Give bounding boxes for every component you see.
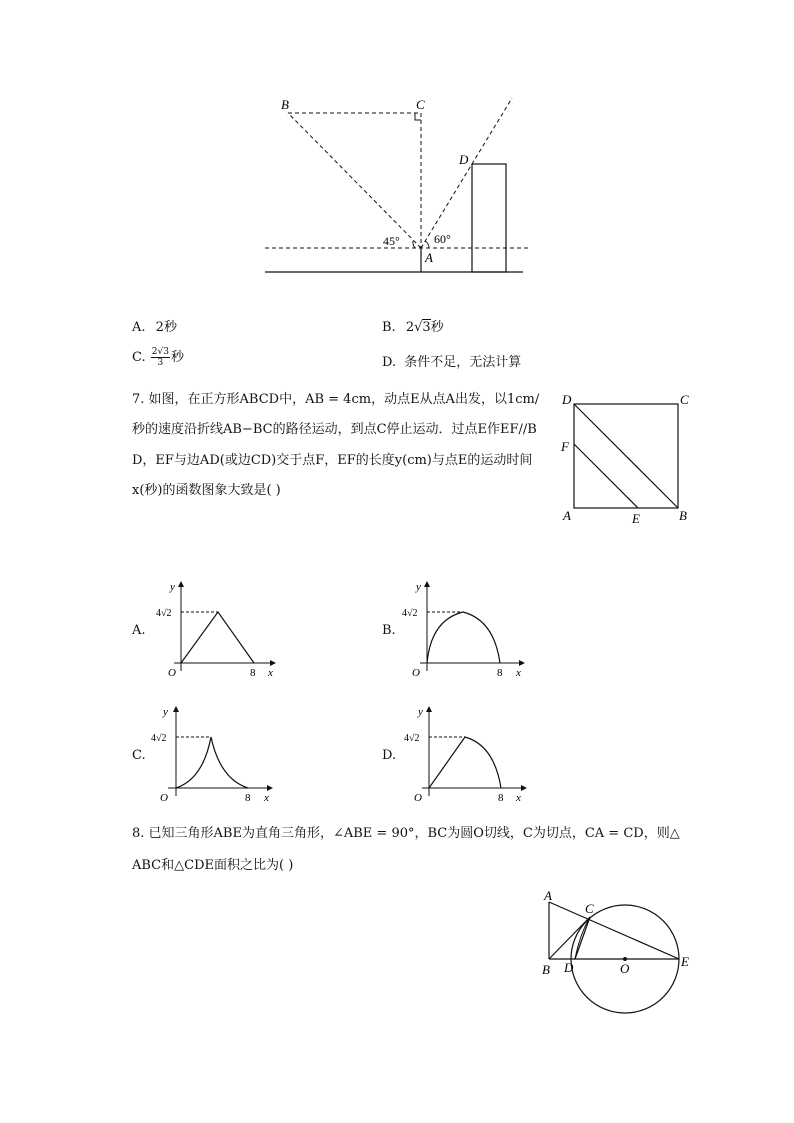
q6-option-a[interactable] bbox=[132, 316, 177, 335]
option-b-radicand: 3 bbox=[422, 320, 431, 335]
option-a-unit: 秒 bbox=[163, 320, 177, 335]
square-label-d: D bbox=[562, 392, 572, 407]
q7-line-4: x(秒)的函数图象大致是( ) bbox=[132, 483, 281, 498]
label-c: C bbox=[416, 97, 425, 112]
segment-ae bbox=[549, 902, 679, 959]
origin-label: O bbox=[414, 792, 422, 804]
q8-label-o: O bbox=[620, 961, 630, 976]
q7-option-d-letter[interactable]: D. bbox=[382, 748, 397, 763]
option-c-letter: C. bbox=[132, 350, 146, 365]
right-angle-marker bbox=[415, 113, 421, 120]
option-d-letter: D. bbox=[382, 355, 397, 370]
option-c-fraction bbox=[151, 347, 170, 368]
x-end-label: 8 bbox=[498, 792, 504, 804]
q8-label-e: E bbox=[681, 954, 689, 969]
x-label: x bbox=[516, 667, 521, 679]
square-label-b: B bbox=[679, 508, 687, 523]
origin-label: O bbox=[412, 667, 420, 679]
curve bbox=[181, 612, 254, 663]
segment-bc bbox=[549, 917, 590, 959]
x-label: x bbox=[516, 792, 521, 804]
q8-figure bbox=[536, 886, 696, 1016]
square-label-a: A bbox=[563, 508, 571, 523]
q6-option-d[interactable] bbox=[382, 351, 521, 370]
angle-arc-right bbox=[425, 241, 429, 248]
peak-label: 4√2 bbox=[151, 733, 167, 744]
angle-45-label: 45° bbox=[383, 234, 400, 248]
option-a-value: 2 bbox=[155, 320, 164, 335]
segment-ef bbox=[574, 444, 638, 508]
y-label: y bbox=[418, 706, 423, 718]
x-end-label: 8 bbox=[250, 667, 256, 679]
q6-figure bbox=[255, 90, 545, 280]
building-rect bbox=[472, 164, 506, 272]
option-c-unit: 秒 bbox=[170, 350, 184, 365]
q7-graph-a[interactable] bbox=[148, 576, 283, 681]
q8-label-c: C bbox=[585, 901, 594, 916]
option-b-coef: 2 bbox=[405, 320, 415, 335]
y-label: y bbox=[163, 706, 168, 718]
q7-square-figure bbox=[558, 388, 698, 528]
q7-option-a-letter[interactable]: A. bbox=[132, 623, 146, 638]
q8-line-1: 8. 已知三角形ABE为直角三角形，∠ABE = 90°，BC为圆O切线，C为切点，CA = CD，则△ bbox=[132, 826, 680, 841]
q7-line-1: 7. 如图，在正方形ABCD中，AB = 4cm，动点E从点A出发，以1cm/ bbox=[132, 392, 540, 407]
square-label-f: F bbox=[561, 439, 569, 454]
label-a: A bbox=[425, 250, 433, 265]
q7-graph-b[interactable] bbox=[396, 576, 531, 681]
option-c-denominator: 3 bbox=[157, 358, 164, 368]
option-b-letter: B. bbox=[382, 320, 396, 335]
y-label: y bbox=[170, 581, 175, 593]
peak-label: 4√2 bbox=[402, 608, 418, 619]
curve bbox=[176, 737, 248, 788]
peak-label: 4√2 bbox=[404, 733, 420, 744]
q8-line-2: ABC和△CDE面积之比为( ) bbox=[132, 858, 294, 873]
q7-option-c-letter[interactable]: C. bbox=[132, 748, 146, 763]
square-label-c: C bbox=[680, 392, 689, 407]
origin-label: O bbox=[160, 792, 168, 804]
option-b-unit: 秒 bbox=[430, 320, 444, 335]
x-label: x bbox=[268, 667, 273, 679]
diagonal-bd bbox=[574, 404, 678, 508]
label-b: B bbox=[281, 97, 289, 112]
q7-graph-d[interactable] bbox=[396, 701, 531, 806]
q8-label-a: A bbox=[544, 888, 552, 903]
peak-label: 4√2 bbox=[156, 608, 172, 619]
q7-option-b-letter[interactable]: B. bbox=[382, 623, 396, 638]
origin-label: O bbox=[168, 667, 176, 679]
x-end-label: 8 bbox=[497, 667, 503, 679]
q7-line-3: D，EF与边AD(或边CD)交于点F，EF的长度y(cm)与点E的运动时间 bbox=[132, 453, 533, 468]
q8-label-d: D bbox=[564, 960, 574, 975]
x-label: x bbox=[264, 792, 269, 804]
curve bbox=[427, 612, 500, 663]
option-d-text: 条件不足，无法计算 bbox=[404, 355, 522, 370]
dashed-line-ab bbox=[288, 113, 421, 248]
dashed-line-ad bbox=[421, 98, 512, 248]
q7-graph-c[interactable] bbox=[148, 701, 283, 806]
sqrt-symbol-icon: √ bbox=[414, 320, 423, 335]
angle-60-label: 60° bbox=[434, 232, 451, 246]
option-a-letter: A. bbox=[132, 320, 146, 335]
option-c-numerator: 2√3 bbox=[151, 347, 169, 357]
square-label-e: E bbox=[632, 511, 640, 526]
q8-label-b: B bbox=[542, 962, 550, 977]
q7-line-2: 秒的速度沿折线AB−BC的路径运动，到点C停止运动．过点E作EF//B bbox=[132, 422, 537, 437]
q6-option-c[interactable] bbox=[132, 346, 184, 368]
q6-option-b[interactable] bbox=[382, 316, 444, 335]
x-end-label: 8 bbox=[245, 792, 251, 804]
label-d: D bbox=[459, 152, 469, 167]
curve bbox=[429, 737, 501, 788]
y-label: y bbox=[416, 581, 421, 593]
segment-cd bbox=[575, 917, 590, 959]
